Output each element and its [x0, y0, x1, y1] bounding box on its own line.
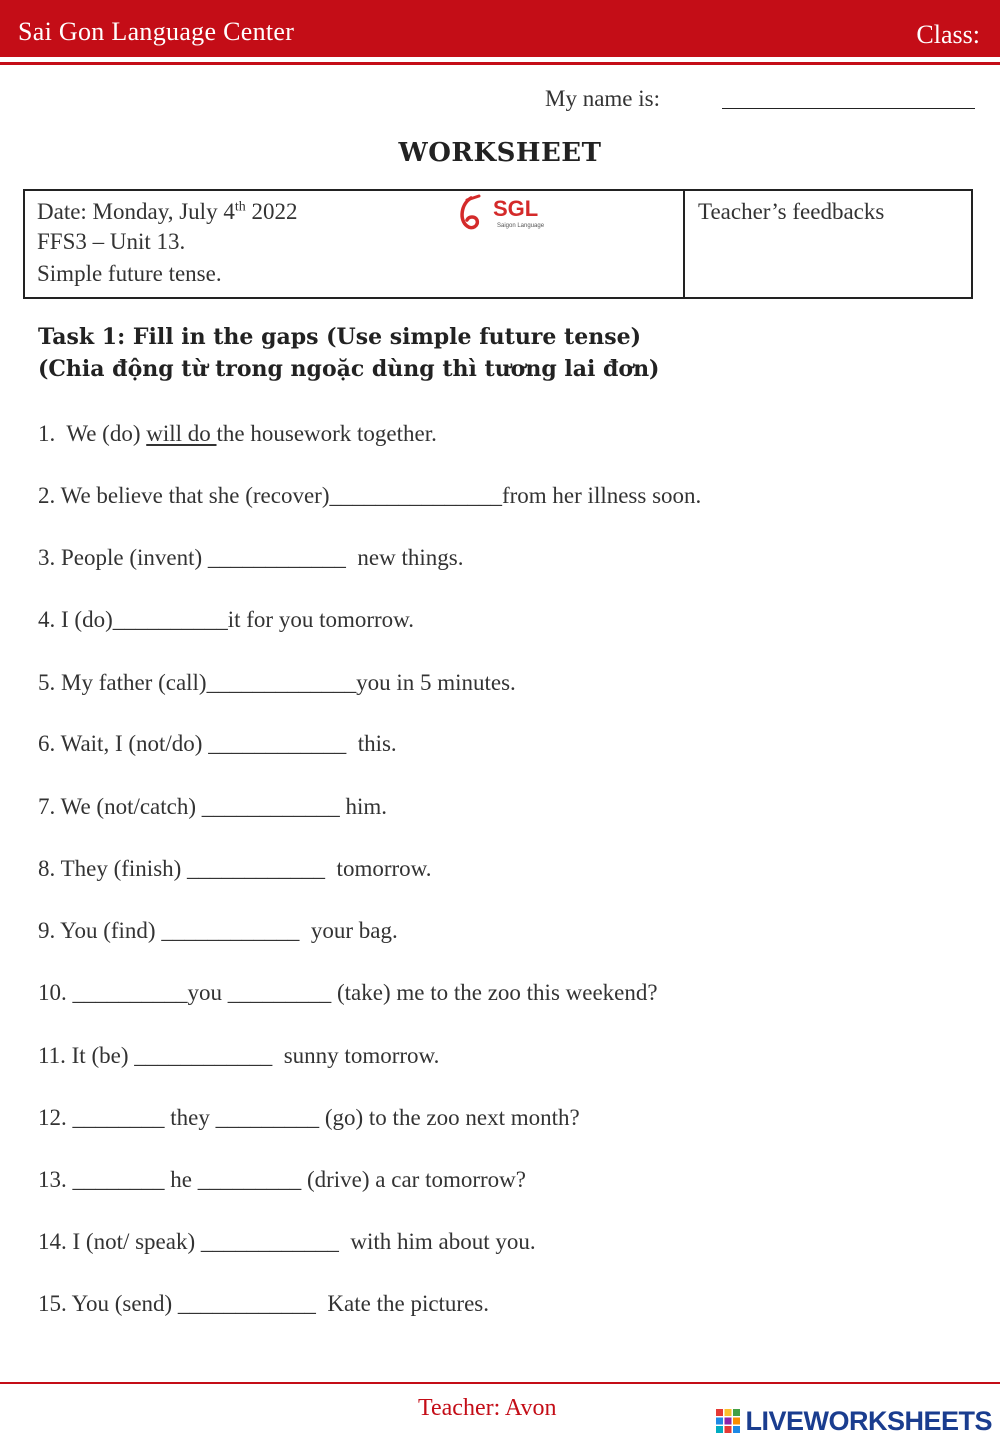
question-8[interactable]: 8. They (finish) ____________ tomorrow. — [38, 856, 432, 881]
topic-line: Simple future tense. — [37, 261, 222, 286]
answer-1[interactable]: will do — [146, 421, 217, 446]
question-7[interactable]: 7. We (not/catch) ____________ him. — [38, 794, 388, 819]
question-12[interactable]: 12. ________ they _________ (go) to the zoo next month? — [38, 1105, 580, 1130]
page-title: WORKSHEET — [398, 138, 602, 168]
center-name: Sai Gon Language Center — [18, 17, 295, 46]
info-box — [23, 189, 973, 299]
question-11[interactable]: 11. It (be) ____________ sunny tomorrow. — [38, 1043, 440, 1068]
liveworksheets-text: LIVEWORKSHEETS — [745, 1405, 992, 1436]
question-3[interactable]: 3. People (invent) ____________ new things. — [38, 545, 464, 570]
question-4[interactable]: 4. I (do)__________it for you tomorrow. — [38, 607, 415, 632]
header-bar — [0, 0, 1000, 57]
date-line: Date: Monday, July 4th 2022 — [37, 199, 298, 224]
question-6[interactable]: 6. Wait, I (not/do) ____________ this. — [38, 731, 397, 756]
question-13[interactable]: 13. ________ he _________ (drive) a car tomorrow? — [38, 1167, 526, 1192]
info-divider — [683, 191, 685, 297]
question-2[interactable]: 2. We believe that she (recover)_______________from her illness soon. — [38, 483, 702, 508]
header-divider — [0, 62, 1000, 65]
footer-divider — [0, 1382, 1000, 1384]
task-heading-en: Task 1: Fill in the gaps (Use simple future tense) — [38, 324, 642, 350]
sgl-logo — [457, 194, 557, 234]
class-label: Class: — [916, 20, 980, 49]
liveworksheets-watermark — [715, 1405, 992, 1437]
question-9[interactable]: 9. You (find) ____________ your bag. — [38, 918, 398, 943]
question-1: 1. We (do) will do the housework together. — [38, 421, 437, 446]
name-input-line[interactable] — [722, 108, 975, 109]
question-5[interactable]: 5. My father (call)_____________you in 5 minutes. — [38, 670, 516, 695]
svg-text:Saigon Language: Saigon Language — [497, 223, 545, 229]
teacher-feedback-label: Teacher’s feedbacks — [698, 199, 885, 224]
unit-line: FFS3 – Unit 13. — [37, 229, 186, 254]
question-10[interactable]: 10. __________you _________ (take) me to the zoo this weekend? — [38, 980, 658, 1005]
svg-text:SGL: SGL — [493, 196, 539, 221]
question-14[interactable]: 14. I (not/ speak) ____________ with him about you. — [38, 1229, 536, 1254]
liveworksheets-logo-icon — [715, 1408, 741, 1434]
teacher-name: Teacher: Avon — [418, 1395, 557, 1421]
question-15[interactable]: 15. You (send) ____________ Kate the pictures. — [38, 1291, 490, 1316]
task-heading-vi: (Chia động từ trong ngoặc dùng thì tương lai đơn) — [38, 356, 660, 382]
name-label: My name is: — [545, 86, 660, 111]
